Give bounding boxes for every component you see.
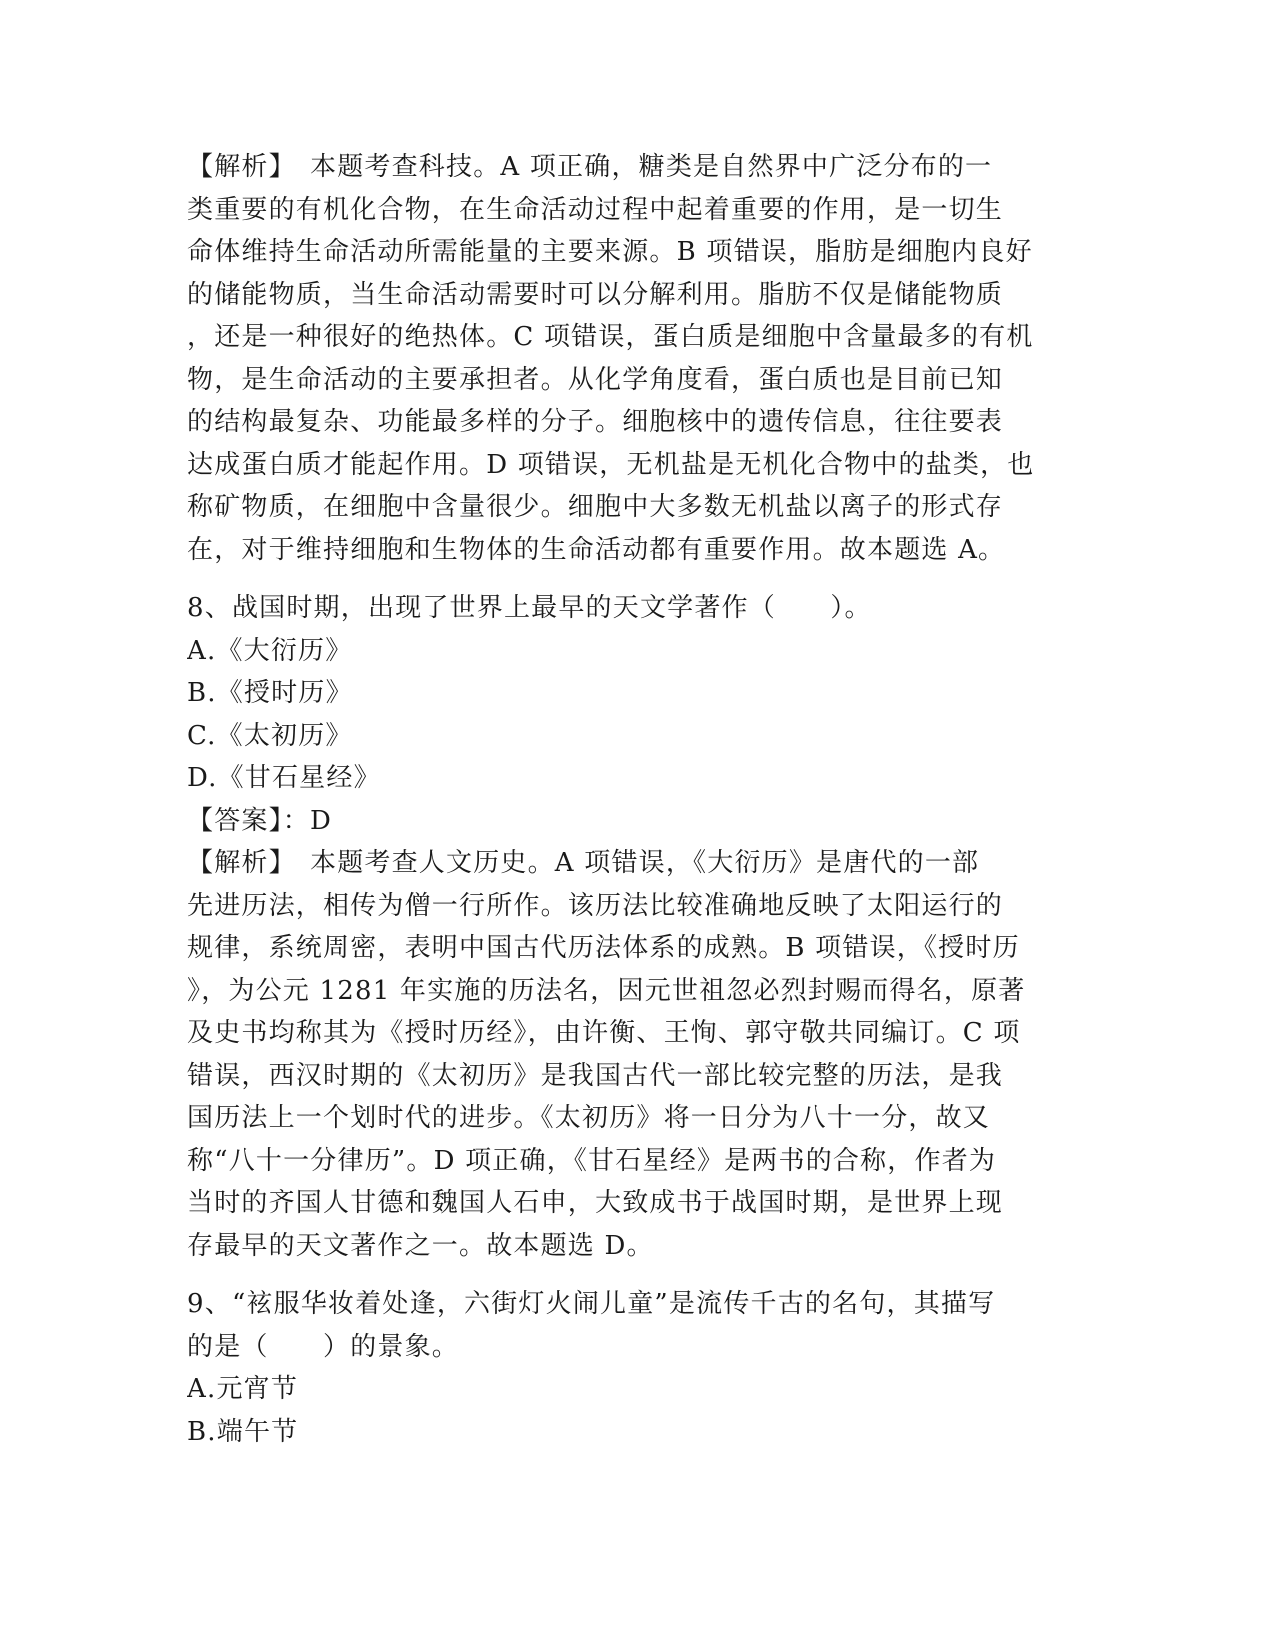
analysis-line: 物，是生命活动的主要承担者。从化学角度看，蛋白质也是目前已知	[187, 364, 1004, 395]
answer-line: 【答案】：D	[187, 805, 333, 836]
analysis-block-q7	[187, 146, 1077, 571]
analysis-line: ，还是一种很好的绝热体。C 项错误，蛋白质是细胞中含量最多的有机	[187, 322, 1034, 352]
option-a: A.《大衍历》	[187, 635, 353, 666]
question-9	[187, 1283, 1077, 1453]
analysis-line: 称“八十一分律历”。D 项正确，《甘石星经》是两书的合称，作者为	[187, 1145, 997, 1176]
option-a: A.元宵节	[187, 1374, 299, 1404]
page-content	[187, 146, 1077, 1453]
analysis-line: 命体维持生命活动所需能量的主要来源。B 项错误，脂肪是细胞内良好	[187, 237, 1033, 267]
analysis-line: 称矿物质，在细胞中含量很少。细胞中大多数无机盐以离子的形式存	[187, 492, 1004, 522]
option-b: B.《授时历》	[187, 678, 353, 708]
analysis-line: 国历法上一个划时代的进步。《太初历》将一日分为八十一分，故又	[187, 1103, 991, 1133]
analysis-line: 错误，西汉时期的《太初历》是我国古代一部比较完整的历法，是我	[187, 1060, 1004, 1091]
analysis-line: 类重要的有机化合物，在生命活动过程中起着重要的作用，是一切生	[187, 194, 1004, 225]
analysis-line: 先进历法，相传为僧一行所作。该历法比较准确地反映了太阳运行的	[187, 890, 1004, 921]
analysis-line: 存最早的天文著作之一。故本题选 D。	[187, 1230, 654, 1261]
question-8	[187, 587, 1077, 1267]
analysis-line: 的储能物质，当生命活动需要时可以分解利用。脂肪不仅是储能物质	[187, 279, 1004, 310]
analysis-line: 当时的齐国人甘德和魏国人石申，大致成书于战国时期，是世界上现	[187, 1188, 1004, 1218]
analysis-line: 及史书均称其为《授时历经》，由许衡、王恂、郭守敬共同编订。C 项	[187, 1018, 1021, 1048]
analysis-line: 》，为公元 1281 年实施的历法名，因元世祖忽必烈封赐而得名，原著	[187, 975, 1026, 1006]
option-c: C.《太初历》	[187, 720, 353, 751]
analysis-line: 【解析】 本题考查人文历史。A 项错误，《大衍历》是唐代的一部	[187, 848, 980, 878]
question-text: 9、“袨服华妆着处逢，六街灯火闹儿童”是流传千古的名句，其描写	[187, 1289, 996, 1319]
analysis-line: 【解析】 本题考查科技。A 项正确，糖类是自然界中广泛分布的一	[187, 152, 993, 182]
option-b: B.端午节	[187, 1416, 299, 1447]
analysis-line: 在，对于维持细胞和生物体的生命活动都有重要作用。故本题选 A。	[187, 534, 1006, 565]
option-d: D.《甘石星经》	[187, 763, 381, 793]
question-text: 8、战国时期，出现了世界上最早的天文学著作（ ）。	[187, 593, 872, 623]
question-text: 的是（ ）的景象。	[187, 1331, 460, 1362]
analysis-line: 的结构最复杂、功能最多样的分子。细胞核中的遗传信息，往往要表	[187, 407, 1004, 437]
analysis-line: 达成蛋白质才能起作用。D 项错误，无机盐是无机化合物中的盐类，也	[187, 449, 1035, 480]
analysis-line: 规律，系统周密，表明中国古代历法体系的成熟。B 项错误，《授时历	[187, 933, 1020, 963]
